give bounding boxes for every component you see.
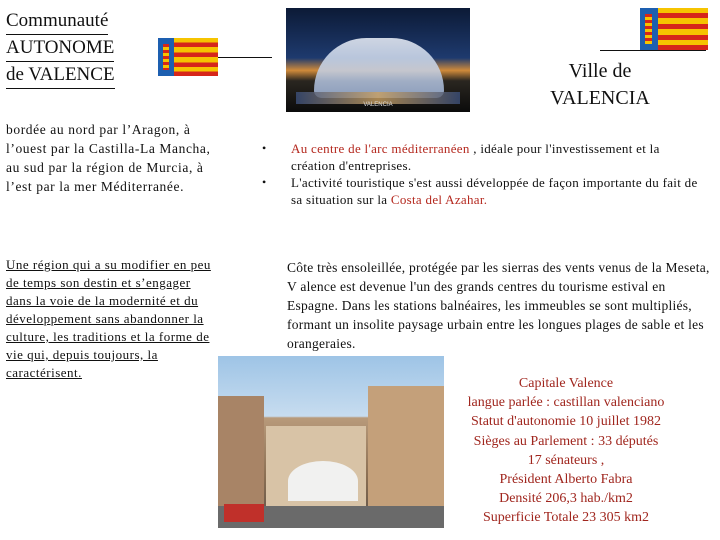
coast-tourism-text: Côte très ensoleillée, protégée par les sierras des vents venus de la Meseta, V alence est devenue l'un des grands centres du tourisme estival en Espagne. Dans les stations balnéaires, les immeubles se sont multipliés, formant un insolite paysage urbain entre les longues plages de sable et les orangeraies. (287, 260, 710, 351)
fact-line: Président Alberto Fabra (499, 472, 633, 488)
region-title-line-2: AUTONOME (6, 35, 114, 62)
city-title-line-2: VALENCIA (550, 87, 650, 109)
region-title (6, 8, 156, 89)
facts-block (444, 374, 688, 528)
fact-line: Sièges au Parlement : 33 députés (473, 433, 659, 449)
fact-line: langue parlée : castillan valenciano (467, 395, 665, 411)
fact-line: Superficie Totale 23 305 km2 (483, 510, 649, 526)
bullet-highlight: Costa del Azahar. (390, 192, 488, 207)
region-modernity-text: Une région qui a su modifier en peu de temps son destin et s’engager dans la voie de la modernité et du développement sans abandonner la culture, les traditions et la forme de vie qui, depuis toujours, la caractérisent. (6, 257, 211, 380)
divider-left (218, 57, 272, 58)
fact-line: Densité 206,3 hab./km2 (499, 491, 633, 507)
city-square-photo (218, 356, 444, 528)
city-title (530, 58, 670, 112)
bullet-text: L'activité touristique s'est aussi développée de façon importante du fait de sa situation sur la (291, 175, 698, 207)
valencia-flag-icon (158, 38, 218, 76)
city-bullets (262, 140, 702, 208)
region-borders-text: bordée au nord par l’Aragon, à l’ouest par la Castilla-La Mancha, au sud par la région de Murcia, à l’est par la mer Méditerranée. (6, 122, 211, 194)
bullet-item (262, 174, 702, 208)
region-title-line-1: Communauté (6, 8, 108, 35)
fact-line: 17 sénateurs , (527, 452, 605, 468)
photo-caption: VALENCIA (363, 102, 393, 108)
region-title-line-3: de VALENCE (6, 62, 115, 89)
fact-line: Statut d'autonomie 10 juillet 1982 (471, 414, 661, 430)
city-arts-photo (286, 8, 470, 112)
bullet-highlight: Au centre de l'arc méditerranéen (291, 141, 470, 156)
bullet-text: , idéale pour l'investissement et la création d'entreprises. (291, 141, 660, 173)
divider-right (600, 50, 706, 51)
fact-line: Capitale Valence (518, 376, 614, 391)
valencia-flag-icon (640, 8, 708, 50)
city-title-line-1: Ville de (568, 60, 632, 82)
bullet-item (262, 140, 702, 174)
